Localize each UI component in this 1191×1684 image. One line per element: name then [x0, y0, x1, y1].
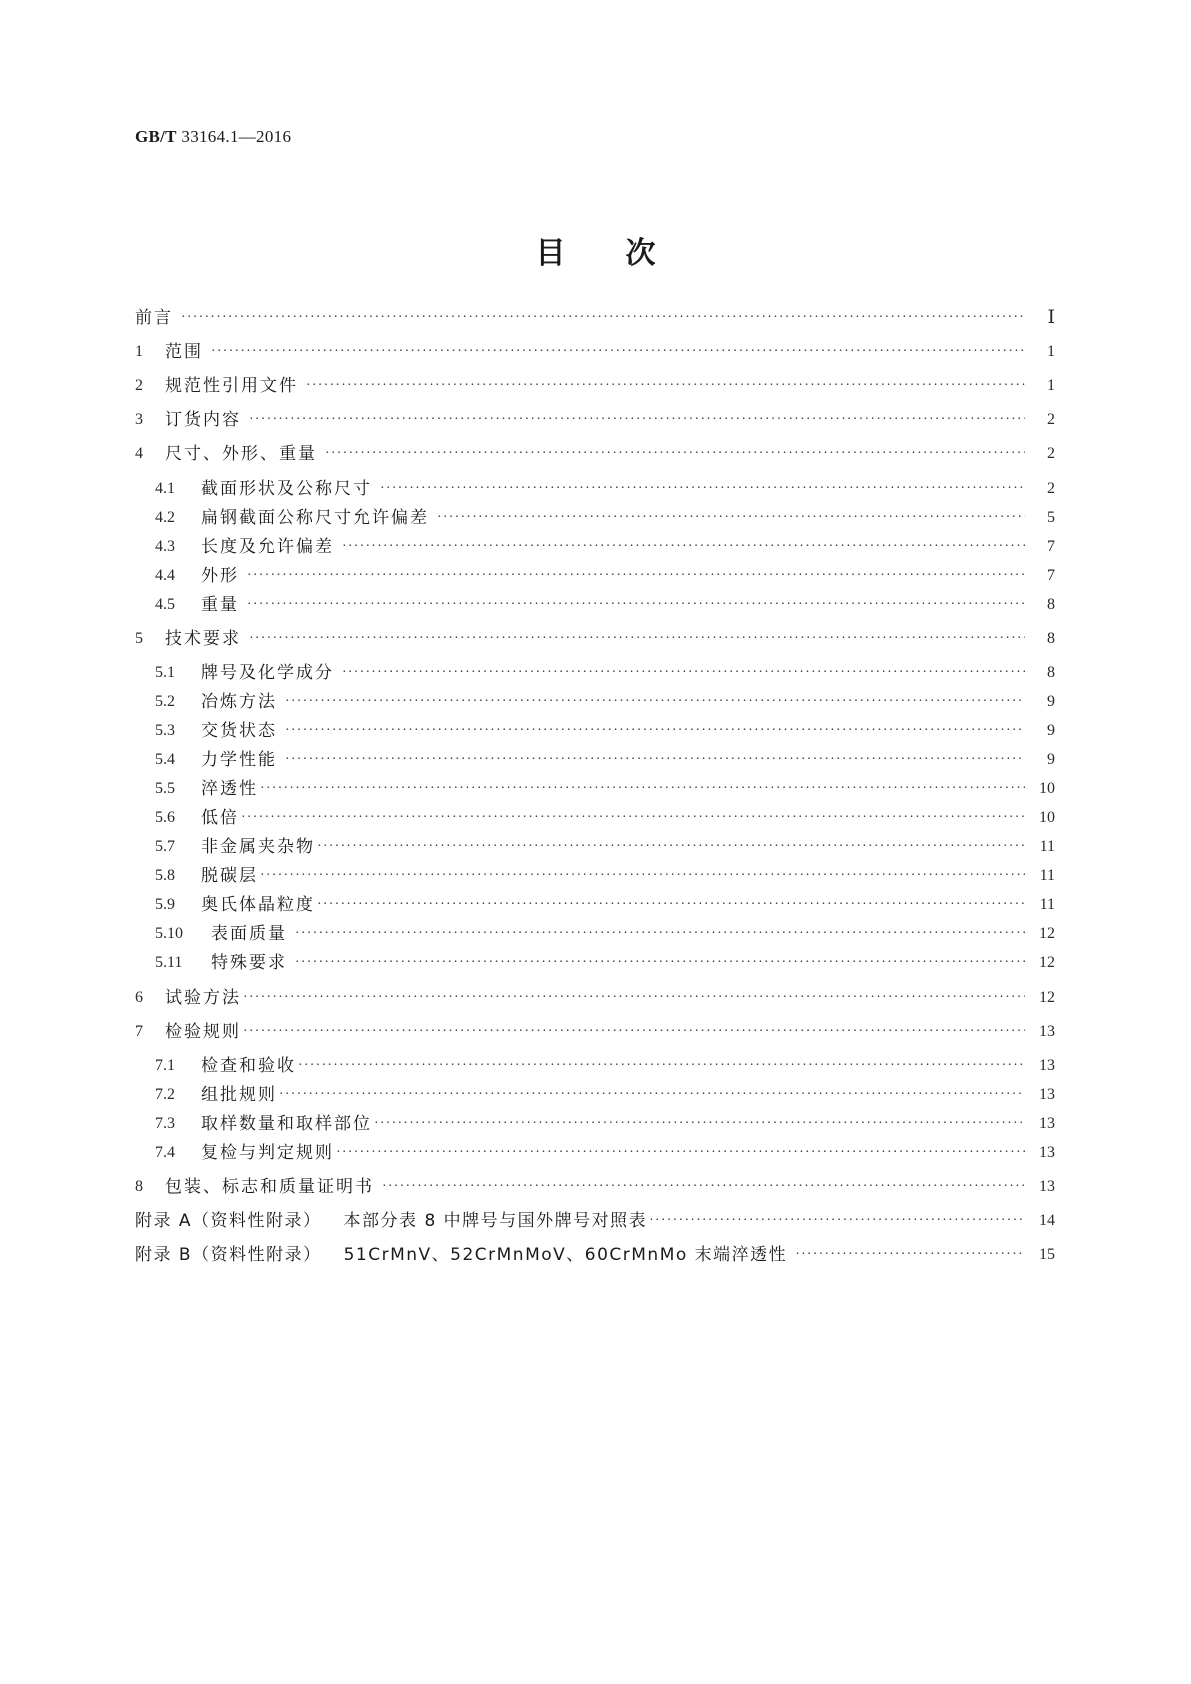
- toc-label: 尺寸、外形、重量: [165, 444, 317, 464]
- toc-label: 组批规则: [201, 1085, 277, 1105]
- toc-label: 表面质量: [211, 924, 287, 944]
- toc-entry-foreword[interactable]: [135, 305, 1055, 331]
- toc-number: 1: [135, 343, 143, 360]
- toc-number: 5.11: [155, 954, 183, 971]
- toc-page: 12: [1039, 954, 1055, 971]
- toc-entry-5-6[interactable]: [155, 805, 1055, 831]
- toc-entry-5-4[interactable]: [155, 747, 1055, 773]
- toc-page: 1: [1047, 343, 1055, 360]
- toc-page: 9: [1047, 693, 1055, 710]
- toc-page: 8: [1047, 664, 1055, 681]
- toc-label: 交货状态: [201, 721, 277, 741]
- toc-label: 复检与判定规则: [201, 1143, 334, 1163]
- toc-number: 5.8: [155, 867, 175, 884]
- toc-number: 5.7: [155, 838, 175, 855]
- toc-page: 2: [1047, 480, 1055, 497]
- toc-label: 截面形状及公称尺寸: [201, 479, 372, 499]
- toc-label: 扁钢截面公称尺寸允许偏差: [201, 508, 429, 528]
- toc-entry-5-5[interactable]: [155, 776, 1055, 802]
- toc-leader: [380, 476, 1025, 502]
- toc-leader: [295, 921, 1025, 947]
- toc-entry-appendix-a[interactable]: [135, 1208, 1055, 1234]
- toc-label: 规范性引用文件: [165, 376, 298, 396]
- toc-leader: [279, 1082, 1025, 1108]
- toc-page: 10: [1039, 809, 1055, 826]
- toc-label: 牌号及化学成分: [201, 663, 334, 683]
- toc-leader: [260, 863, 1025, 889]
- toc-number: 5.6: [155, 809, 175, 826]
- toc-label: 取样数量和取样部位: [201, 1114, 372, 1134]
- toc-entry-5-3[interactable]: [155, 718, 1055, 744]
- toc-number: 8: [135, 1178, 143, 1195]
- toc-entry-2[interactable]: [135, 373, 1055, 399]
- toc-number: 4.2: [155, 509, 175, 526]
- toc-entry-5-8[interactable]: [155, 863, 1055, 889]
- toc-label: 技术要求: [165, 629, 241, 649]
- toc-page: 13: [1039, 1115, 1055, 1132]
- toc-number: 5.4: [155, 751, 175, 768]
- toc-leader: [181, 305, 1025, 331]
- toc-page: 13: [1039, 1086, 1055, 1103]
- toc-number: 7: [135, 1023, 143, 1040]
- toc-number: 7.3: [155, 1115, 175, 1132]
- toc-label: 检验规则: [165, 1022, 241, 1042]
- toc-number: 4: [135, 445, 143, 462]
- standard-number: 33164.1—2016: [181, 127, 292, 146]
- toc-label: 长度及允许偏差: [201, 537, 334, 557]
- toc-number: 5.3: [155, 722, 175, 739]
- toc-page: 14: [1039, 1212, 1055, 1229]
- toc-entry-4-2[interactable]: [155, 505, 1055, 531]
- toc-entry-5[interactable]: [135, 626, 1055, 652]
- toc-leader: [649, 1208, 1025, 1234]
- toc-page: 8: [1047, 630, 1055, 647]
- toc-entry-5-7[interactable]: [155, 834, 1055, 860]
- toc-number: 4.1: [155, 480, 175, 497]
- toc-label: 包装、标志和质量证明书: [165, 1177, 374, 1197]
- toc-page: 5: [1047, 509, 1055, 526]
- toc-page: 13: [1039, 1178, 1055, 1195]
- toc-leader: [285, 747, 1025, 773]
- toc-page: 13: [1039, 1023, 1055, 1040]
- toc-entry-5-1[interactable]: [155, 660, 1055, 686]
- toc-leader: [247, 592, 1025, 618]
- toc-number: 4.3: [155, 538, 175, 555]
- toc-label: 外形: [201, 566, 239, 586]
- toc-page: 12: [1039, 925, 1055, 942]
- toc-entry-7-4[interactable]: [155, 1140, 1055, 1166]
- toc-entry-7-1[interactable]: [155, 1053, 1055, 1079]
- toc-page: 15: [1039, 1246, 1055, 1263]
- toc-leader: [285, 689, 1025, 715]
- toc-label: 重量: [201, 595, 239, 615]
- toc-entry-7-2[interactable]: [155, 1082, 1055, 1108]
- toc-label: 前言: [135, 308, 173, 328]
- toc-page: 2: [1047, 445, 1055, 462]
- toc-entry-4-3[interactable]: [155, 534, 1055, 560]
- toc-leader: [306, 373, 1025, 399]
- appendix-title: 附录 B（资料性附录）: [135, 1245, 322, 1265]
- toc-leader: [342, 534, 1025, 560]
- toc-label: 非金属夹杂物: [201, 837, 315, 857]
- standard-code: [135, 127, 291, 147]
- toc-page: 7: [1047, 567, 1055, 584]
- toc-leader: [325, 441, 1025, 467]
- toc-number: 5.1: [155, 664, 175, 681]
- toc-number: 5: [135, 630, 143, 647]
- toc-leader: [437, 505, 1025, 531]
- toc-entry-3[interactable]: [135, 407, 1055, 433]
- toc-page: 9: [1047, 751, 1055, 768]
- toc-leader: [795, 1242, 1025, 1268]
- toc-entry-5-2[interactable]: [155, 689, 1055, 715]
- toc-number: 5.10: [155, 925, 183, 942]
- toc-entry-6[interactable]: [135, 985, 1055, 1011]
- toc-number: 6: [135, 989, 143, 1006]
- toc-number: 2: [135, 377, 143, 394]
- toc-leader: [336, 1140, 1025, 1166]
- toc-leader: [298, 1053, 1025, 1079]
- toc-entry-5-11[interactable]: [155, 950, 1055, 976]
- toc-entry-5-9[interactable]: [155, 892, 1055, 918]
- toc-leader: [243, 1019, 1025, 1045]
- toc-leader: [260, 776, 1025, 802]
- toc-label: 检查和验收: [201, 1056, 296, 1076]
- toc-number: 5.9: [155, 896, 175, 913]
- toc-entry-7-3[interactable]: [155, 1111, 1055, 1137]
- toc-page: 7: [1047, 538, 1055, 555]
- toc-leader: [249, 626, 1025, 652]
- appendix-text: 51CrMnV、52CrMnMoV、60CrMnMo 末端淬透性: [343, 1245, 788, 1265]
- toc-entry-5-10[interactable]: [155, 921, 1055, 947]
- toc-number: 4.5: [155, 596, 175, 613]
- appendix-title: 附录 A（资料性附录）: [135, 1211, 322, 1231]
- toc-leader: [317, 834, 1025, 860]
- toc-label: 订货内容: [165, 410, 241, 430]
- toc-leader: [241, 805, 1025, 831]
- toc-page: 11: [1039, 867, 1055, 884]
- toc-number: 7.1: [155, 1057, 175, 1074]
- toc-leader: [243, 985, 1025, 1011]
- toc-page: 8: [1047, 596, 1055, 613]
- toc-leader: [249, 407, 1025, 433]
- toc-page: 2: [1047, 411, 1055, 428]
- toc-page: 13: [1039, 1057, 1055, 1074]
- toc-number: 5.2: [155, 693, 175, 710]
- toc-leader: [285, 718, 1025, 744]
- toc-page: 12: [1039, 989, 1055, 1006]
- toc-leader: [211, 339, 1025, 365]
- toc-number: 7.4: [155, 1144, 175, 1161]
- toc-leader: [342, 660, 1025, 686]
- toc-page: 10: [1039, 780, 1055, 797]
- toc-label: 淬透性: [201, 779, 258, 799]
- toc-leader: [295, 950, 1025, 976]
- toc-number: 5.5: [155, 780, 175, 797]
- toc-title: 目次: [535, 236, 716, 271]
- toc-entry-4-1[interactable]: [155, 476, 1055, 502]
- toc-page: 11: [1039, 896, 1055, 913]
- toc-label: 低倍: [201, 808, 239, 828]
- standard-prefix: GB/T: [135, 127, 177, 146]
- toc-number: 3: [135, 411, 143, 428]
- toc-page: Ⅰ: [1047, 307, 1055, 328]
- toc-label: 冶炼方法: [201, 692, 277, 712]
- toc-label: 奥氏体晶粒度: [201, 895, 315, 915]
- toc-number: 7.2: [155, 1086, 175, 1103]
- toc-page: 9: [1047, 722, 1055, 739]
- toc-page: 13: [1039, 1144, 1055, 1161]
- appendix-text: 本部分表 8 中牌号与国外牌号对照表: [343, 1211, 648, 1231]
- toc-entry-4-5[interactable]: [155, 592, 1055, 618]
- toc-entry-4[interactable]: [135, 441, 1055, 467]
- toc-page: 1: [1047, 377, 1055, 394]
- toc-label: 脱碳层: [201, 866, 258, 886]
- toc-entry-7[interactable]: [135, 1019, 1055, 1045]
- toc-page: 11: [1039, 838, 1055, 855]
- toc-label: 范围: [165, 342, 203, 362]
- toc-entry-appendix-b[interactable]: [135, 1242, 1055, 1268]
- toc-leader: [382, 1174, 1025, 1200]
- toc-leader: [317, 892, 1025, 918]
- toc-leader: [247, 563, 1025, 589]
- toc-entry-4-4[interactable]: [155, 563, 1055, 589]
- toc-label: 试验方法: [165, 988, 241, 1008]
- toc-entry-1[interactable]: [135, 339, 1055, 365]
- toc-entry-8[interactable]: [135, 1174, 1055, 1200]
- toc-leader: [374, 1111, 1025, 1137]
- toc-label: 力学性能: [201, 750, 277, 770]
- toc-number: 4.4: [155, 567, 175, 584]
- toc-label: 特殊要求: [211, 953, 287, 973]
